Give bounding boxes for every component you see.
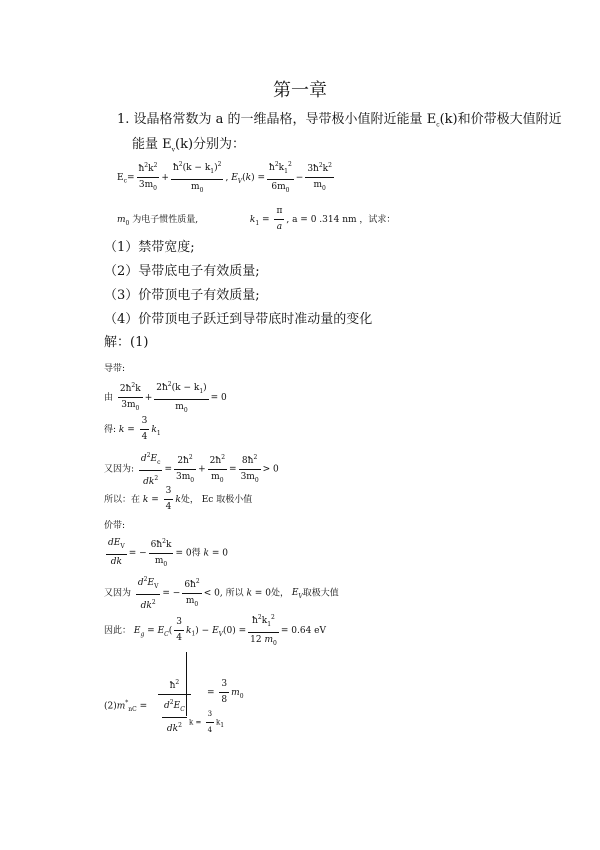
question-item-1: （1）禁带宽度; — [104, 240, 195, 255]
ev-max-label: 取极大值 — [302, 588, 339, 599]
k-result: 得: k = $\frac{3}{4}$ $k_1$ — [104, 416, 161, 442]
ev-sub: v — [171, 146, 176, 154]
therefore-label: 因此： — [104, 625, 132, 636]
at2-label: 处， — [270, 588, 289, 599]
problem-line-1 — [117, 108, 562, 129]
question-item-4: （4）价带顶电子跃迁到导带底时准动量的变化 — [104, 312, 373, 327]
solution-header: 解：(1) — [104, 335, 149, 350]
derivative-eq: 由 $\frac{2ħ^2k}{3m_0}$ + $\frac{2ħ^2(k - k_1)}{m_0}$ = 0 — [104, 378, 227, 417]
effective-mass-eq: $(2)m^*_{nC}$ = $\frac{ħ^2}{\frac{d^2E_C}{dk^2}}$ — [104, 676, 193, 736]
also2-label: 又因为 — [104, 588, 132, 599]
valence-derivative: $\frac{dE_V}{dk}$ = − $\frac{6ħ^2k}{m_0}$ = 0得 k = 0 — [104, 535, 228, 571]
get-label: 得: — [104, 425, 117, 435]
problem-text-2b: (k)分别为： — [175, 137, 246, 152]
evaluation-bar — [186, 652, 187, 716]
question-item-2: （2）导带底电子有效质量; — [104, 264, 260, 279]
problem-text-1b: (k)和价带极大值附近 — [439, 112, 562, 127]
evaluation-point: k = $\frac{3}{4}$ $k_1$ — [189, 710, 225, 734]
energy-equations: $E_c=$ $\frac{ħ^2k^2}{3m_0}$ + $\frac{ħ^2(k - k_1)^2}{m_0}$ , $E_V(k)$ = $\frac{ħ^2k_1^2}{6m_0}$ − $\frac{3ħ^2k^2}{m_0}$ — [117, 158, 336, 197]
part2-label: (2) — [104, 701, 117, 712]
at-k-label: 处， — [180, 495, 199, 505]
given-line: $m_0$ 为电子惯性质量, $k_1$ = $\frac{\pi}{a}$ , a = 0 .314 nm ，试求： — [117, 206, 396, 232]
min-statement: 所以：在 k = $\frac{3}{4}$ k处， Ec 取极小值 — [104, 486, 253, 512]
valence-second-derivative: 又因为 $\frac{d^2E_V}{dk^2}$ = − $\frac{6ħ^2}{m_0}$ < 0, 所以 k = 0处， $E_V$取极大值 — [104, 573, 339, 613]
conduction-label: 导带: — [104, 364, 126, 374]
chapter-title: 第一章 — [273, 80, 327, 101]
second-derivative-eq: 又因为: $\frac{d^2E_c}{dk^2}$ = $\frac{2ħ^2}{3m_0}$ + $\frac{2ħ^2}{m_0}$ = $\frac{8ħ^2}{3m_0}$ > 0 — [104, 449, 279, 489]
get-k0-label: 得 — [191, 548, 201, 559]
question-item-3: （3）价带顶电子有效质量; — [104, 288, 260, 303]
problem-text-2a: 能量 E — [132, 137, 172, 152]
given-tail: , a = 0 .314 nm ，试求： — [286, 215, 396, 225]
ec-min-label: Ec 取极小值 — [201, 495, 253, 505]
from-label: 由 — [104, 392, 114, 403]
eg-value: = 0.64 eV — [280, 625, 326, 636]
valence-label: 价带: — [104, 521, 126, 531]
so2-label: , 所以 — [219, 588, 244, 599]
problem-line-2 — [132, 133, 245, 154]
problem-text-1a: 设晶格常数为 a 的一维晶格，导带极小值附近能量 E — [133, 112, 437, 127]
problem-number: 1. — [117, 112, 130, 127]
also-label: 又因为: — [104, 464, 135, 475]
ec-sub: c — [436, 121, 440, 129]
effective-mass-result: = $\frac{3}{8}$ $m_0$ — [207, 679, 244, 705]
mass-note: 为电子惯性质量, — [132, 215, 199, 225]
bandgap-eq: 因此： $E_g = E_C$( $\frac{3}{4}$ $k_1) - E_V(0)$ = $\frac{ħ^2k_1^2}{12 m_0}$ = 0.64 eV — [104, 611, 326, 650]
so-at-label: 所以：在 — [104, 495, 141, 505]
